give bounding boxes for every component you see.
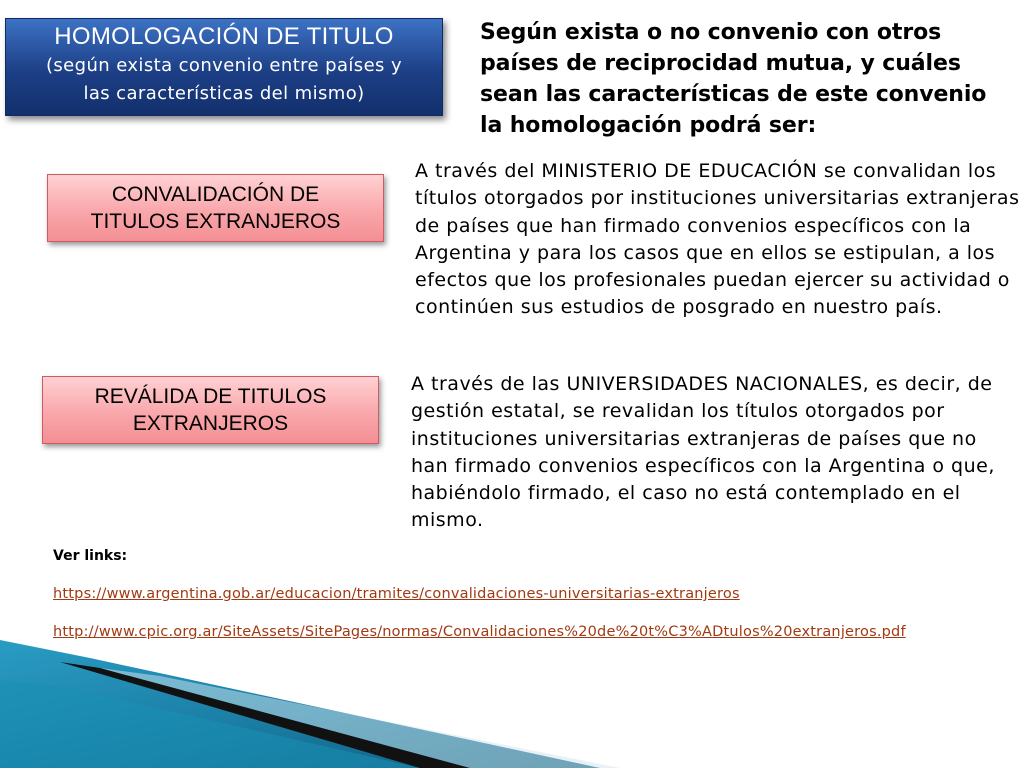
intro-line4: la homologación podrá ser: — [480, 113, 817, 138]
revalida-label-line2: EXTRANJEROS — [132, 412, 289, 435]
intro-line1: Según exista o no convenio con otros — [480, 20, 942, 45]
convalidacion-description: A través del MINISTERIO DE EDUCACIÓN se convalidan los títulos otorgados por instituciones universitarias extranjeras de países que han firmado convenios específicos con la Argentina y para los casos que en ellos se estipulan, a los efectos que los profesionales puedan ejercer su actividad o continúen sus estudios de posgrado en nuestro país. — [415, 160, 1020, 319]
revalida-description: A través de las UNIVERSIDADES NACIONALES, es decir, de gestión estatal, se revalidan los títulos otorgados por instituciones universitarias extranjeras de países que no han firmado convenios específicos con la Argentina o que, habiéndolo firmado, el caso no está contemplado en el mismo. — [411, 373, 995, 532]
title-subheading-line1: (según exista convenio entre países y — [45, 55, 403, 76]
title-heading: HOMOLOGACIÓN DE TITULO — [54, 23, 394, 50]
intro-text — [480, 17, 1020, 141]
convalidacion-label-line2: TITULOS EXTRANJEROS — [90, 210, 341, 233]
decorative-corner-swoosh — [0, 640, 1024, 768]
title-subheading-line2: las características del mismo) — [83, 83, 365, 104]
convalidacion-box — [47, 174, 384, 242]
argentina-gob-link[interactable]: https://www.argentina.gob.ar/educacion/tramites/convalidaciones-universitarias-extranjeros — [53, 586, 740, 602]
cpic-pdf-link[interactable]: http://www.cpic.org.ar/SiteAssets/SitePages/normas/Convalidaciones%20de%20t%C3%ADtulos%20extranjeros.pdf — [53, 624, 906, 640]
intro-line3: sean las características de este convenio — [480, 82, 987, 107]
links-label: Ver links: — [53, 548, 128, 564]
title-box — [5, 18, 443, 116]
revalida-box — [42, 376, 379, 444]
intro-line2: países de reciprocidad mutua, y cuáles — [480, 51, 961, 76]
convalidacion-label-line1: CONVALIDACIÓN DE — [111, 183, 320, 206]
revalida-label-line1: REVÁLIDA DE TITULOS — [94, 385, 327, 408]
